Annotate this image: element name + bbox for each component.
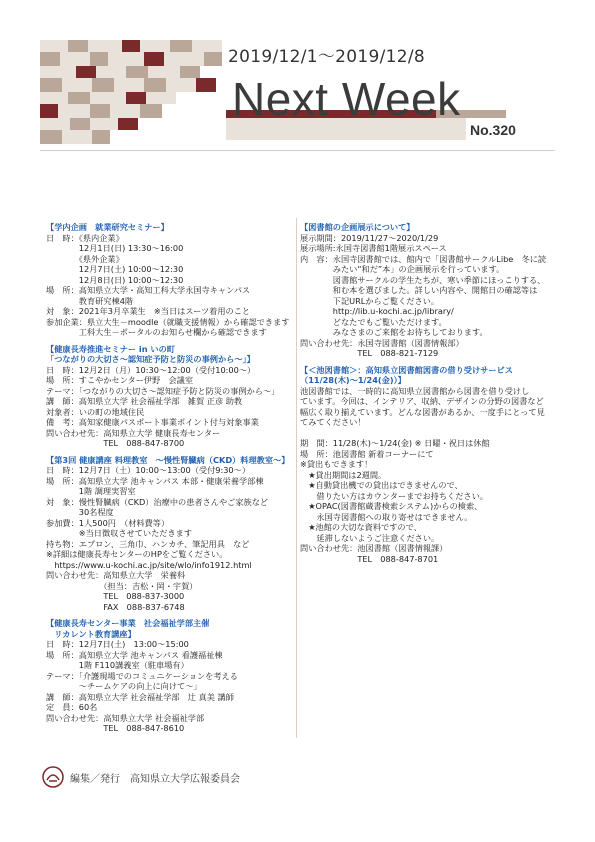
section-line: 下記URLからご覧ください。	[300, 295, 440, 306]
section-line: 永国寺図書館への取り寄せはできません。	[300, 511, 473, 522]
section-line: 12月1日(日) 13:30～16:00	[46, 243, 184, 253]
mosaic-block	[90, 118, 118, 130]
mosaic-block	[92, 78, 114, 92]
section-line: 問い合わせ先：高知県立大学 栄養科	[46, 570, 186, 580]
section-line: 《県外企業》	[46, 253, 124, 264]
section-line: てみてください！	[300, 417, 366, 427]
section-line: どなたでもご覧いただけます。	[300, 316, 447, 327]
section-line: ★OPAC(図書館蔵書検索システム)からの検索、	[300, 501, 483, 511]
section-line: 日 時：12月7日(土) 13:00～15:00	[46, 639, 189, 649]
mosaic-block	[108, 52, 144, 66]
section-line: 池図書館では、一時的に高知県立図書館から図書を借り受けし	[300, 385, 530, 396]
section-line: 日 時：《県内企業》	[46, 232, 124, 243]
section-heading: 【第3回 健康講座 料理教室 ～慢性腎臓病（CKD）料理教室～】	[46, 454, 290, 465]
notice-section	[300, 365, 556, 565]
section-line: 展示場所:永国寺図書館1階展示スペース	[300, 243, 447, 253]
mosaic-block	[126, 92, 146, 104]
section-line: 講 師：高知県立大学 社会福祉学部 辻 真美 講師	[46, 691, 234, 702]
mosaic-block	[114, 78, 144, 92]
mosaic-block	[40, 66, 76, 78]
mosaic-block	[70, 118, 90, 130]
section-line: みなさまのご来館をお待ちしております。	[300, 327, 488, 337]
section-line: 期 間：11/28(木)～1/24(金) ※ 日曜・祝日は休館	[300, 438, 490, 448]
section-line: ★自動貸出機での貸出はできませんので、	[300, 480, 463, 490]
section-line: テーマ：「介護現場でのコミュニケーションを考える	[46, 670, 238, 681]
section-line: 場 所：高知県立大学 池キャンパス 看護福祉棟	[46, 649, 223, 660]
section-line: ※貸出もできます！	[300, 459, 373, 469]
section-line: みたい“和だ”本」の企画展示を行っています。	[300, 264, 505, 274]
section-line: TEL 088-847-8610	[46, 723, 185, 733]
section-line: 対 象：慢性腎臓病（CKD）治療中の患者さんやご家族など	[46, 496, 269, 507]
date-range: 2019/12/1～2019/12/8	[228, 47, 426, 67]
mosaic-block	[40, 130, 62, 144]
section-heading: 【健康長寿センター事業 社会福祉学部主催 リカレント教育講座】	[46, 618, 210, 639]
mosaic-block	[68, 92, 90, 104]
section-line: ★貸出期間は2週間。	[300, 469, 387, 480]
section-line: TEL 088-847-8700	[46, 438, 185, 448]
mosaic-block	[60, 52, 90, 66]
section-line: 問い合わせ先：永国寺図書館（図書情報部）	[300, 337, 464, 348]
mosaic-block	[96, 66, 126, 78]
notice-section	[46, 222, 292, 338]
section-line: 備 考：高知家健康パスポート事業ポイント付与対象事業	[46, 417, 259, 427]
mosaic-block	[92, 130, 110, 144]
column-divider	[296, 218, 297, 738]
notice-section	[46, 344, 292, 449]
mosaic-block	[140, 104, 162, 118]
section-line: 12月7日(土) 10:00～12:30	[46, 264, 184, 274]
section-line: （担当：吉松・岡・宇賀）	[46, 580, 198, 591]
mosaic-block	[144, 78, 166, 92]
mosaic-block	[126, 66, 148, 78]
mosaic-block	[180, 66, 200, 78]
section-heading: 【健康長寿推進セミナー in いの町 「つながりの大切さ～認知症予防と防災の事例から～」】	[46, 343, 255, 364]
mosaic-block	[40, 78, 62, 92]
section-line: TEL 088-837-3000	[46, 591, 185, 601]
page-title: Next Week	[232, 73, 461, 125]
publisher-credit: 編集／発行 高知県立大学広報委員会	[70, 773, 240, 785]
notice-section	[46, 455, 292, 613]
section-line: 場 所：高知県立大学・高知工科大学永国寺キャンパス	[46, 285, 251, 295]
section-line: 借りたい方はカウンターまでお持ちください。	[300, 490, 488, 501]
section-line: 参加企業：県立大生－moodle（就職支援情報）から確認できます	[46, 316, 290, 327]
mosaic-block	[122, 40, 140, 52]
section-line: TEL 088-821-7129	[300, 348, 439, 358]
mosaic-block	[90, 52, 108, 66]
section-line: ※詳細は健康長寿センターのHPをご覧ください。	[46, 549, 228, 559]
mosaic-block	[110, 104, 140, 118]
section-line: 内 容：永国寺図書館では、館内で「図書館サークルLibe 冬に読	[300, 253, 547, 264]
mosaic-block	[118, 118, 138, 130]
section-heading: 【＜池図書館＞：高知県立図書館図書の借り受けサービス （11/28(木)～1/24(金)）】	[300, 364, 513, 385]
footer	[42, 765, 240, 789]
section-line: ています。今回は、インテリア、収納、デザインの分野の図書など	[300, 396, 544, 406]
section-line: 問い合わせ先：高知県立大学 社会福祉学部	[46, 712, 205, 723]
section-line: 30名程度	[46, 507, 114, 517]
section-line: 図書館サークルの学生たちが、寒い季節にほっこりする、	[300, 274, 546, 285]
mosaic-block	[164, 52, 204, 66]
section-heading: 【学内企画 就業研究セミナー】	[46, 222, 169, 232]
mosaic-block	[166, 78, 196, 92]
mosaic-block	[140, 40, 170, 52]
section-line: ※当日徴収させていただきます	[46, 528, 193, 538]
section-line: 問い合わせ先：池図書館（図書情報課）	[300, 543, 448, 553]
mosaic-block	[170, 40, 192, 52]
mosaic-block	[192, 40, 222, 52]
section-line: 和む本を選びました。詳しい内容や、開館日の確認等は	[300, 285, 538, 295]
section-line: 対象者：いの町の地域住民	[46, 406, 145, 417]
section-line: ～チームケアの向上に向けて～」	[46, 681, 202, 691]
issue-number: No.320	[470, 122, 516, 138]
header-divider	[40, 150, 555, 151]
left-column	[46, 222, 292, 740]
section-line: 定 員：60名	[46, 702, 98, 712]
section-line: 1階 F110講義室（駐車場有）	[46, 660, 189, 670]
section-line: 教育研究棟4階	[46, 295, 134, 306]
section-line: TEL 088-847-8701	[300, 553, 439, 564]
section-line: 場 所：池図書館 新着コーナーにて	[300, 448, 434, 459]
section-line: 講 師：高知県立大学 社会福祉学部 雑賀 正彦 助教	[46, 396, 243, 406]
section-line: 持ち物：エプロン、三角巾、ハンカチ、筆記用具 など	[46, 538, 250, 549]
section-line[interactable]: https://www.u-kochi.ac.jp/site/wlo/info1912.html	[46, 559, 252, 570]
mosaic-block	[88, 40, 122, 52]
mosaic-block	[196, 78, 216, 92]
section-line: ★池館の大切な資料ですので、	[300, 522, 422, 532]
section-line: 幅広く取り揃えています。どんな図書があるか、一度手にとって見	[300, 406, 545, 417]
university-emblem-icon	[42, 766, 64, 788]
mosaic-block	[58, 104, 90, 118]
mosaic-block	[148, 66, 180, 78]
section-line: 12月8日(日) 10:00～12:30	[46, 274, 184, 285]
mosaic-block	[90, 104, 110, 118]
mosaic-block	[62, 78, 92, 92]
section-line: FAX 088-837-6748	[46, 601, 185, 612]
mosaic-block	[90, 92, 126, 104]
mosaic-block	[40, 104, 58, 118]
section-line: 対 象：2021年3月卒業生 ※当日はスーツ着用のこと	[46, 306, 251, 316]
section-line	[300, 428, 556, 439]
mosaic-block	[68, 40, 88, 52]
section-heading: 【図書館の企画展示について】	[300, 222, 415, 232]
section-line: 問い合わせ先：高知県立大学 健康長寿センター	[46, 427, 221, 438]
mosaic-block	[76, 66, 96, 78]
notice-section	[46, 618, 292, 734]
section-line: 日 時：12月2日（月）10:30～12:00（受付10:00～）	[46, 364, 256, 375]
section-line: 日 時：12月7日（土）10:00～13:00（受付9:30～）	[46, 465, 251, 475]
right-column	[300, 222, 556, 570]
section-line[interactable]: http://lib.u-kochi.ac.jp/library/	[300, 306, 454, 316]
mosaic-block	[40, 52, 60, 66]
section-line: 延滞しないようご注意ください。	[300, 532, 440, 543]
section-line: 1階 調理実習室	[46, 486, 136, 496]
section-line: 工科大生－ポータルのお知らせ欄から確認できます	[46, 327, 267, 337]
section-line: 場 所：すこやかセンター伊野 会議室	[46, 375, 194, 385]
section-line: テーマ：「つながりの大切さ～認知症予防と防災の事例から～」	[46, 385, 280, 396]
mosaic-block	[144, 52, 164, 66]
section-line: 展示期間：2019/11/27～2020/1/29	[300, 232, 439, 243]
mosaic-block	[62, 130, 92, 144]
notice-section	[300, 222, 556, 359]
mosaic-block	[40, 92, 68, 104]
mosaic-block	[204, 52, 222, 66]
mosaic-block	[146, 92, 176, 104]
section-line: 場 所：高知県立大学 池キャンパス 本部・健康栄養学部棟	[46, 475, 264, 486]
mosaic-block	[40, 118, 70, 130]
mosaic-block	[40, 40, 68, 52]
section-line: 参加費：1人500円 （材料費等）	[46, 517, 170, 528]
